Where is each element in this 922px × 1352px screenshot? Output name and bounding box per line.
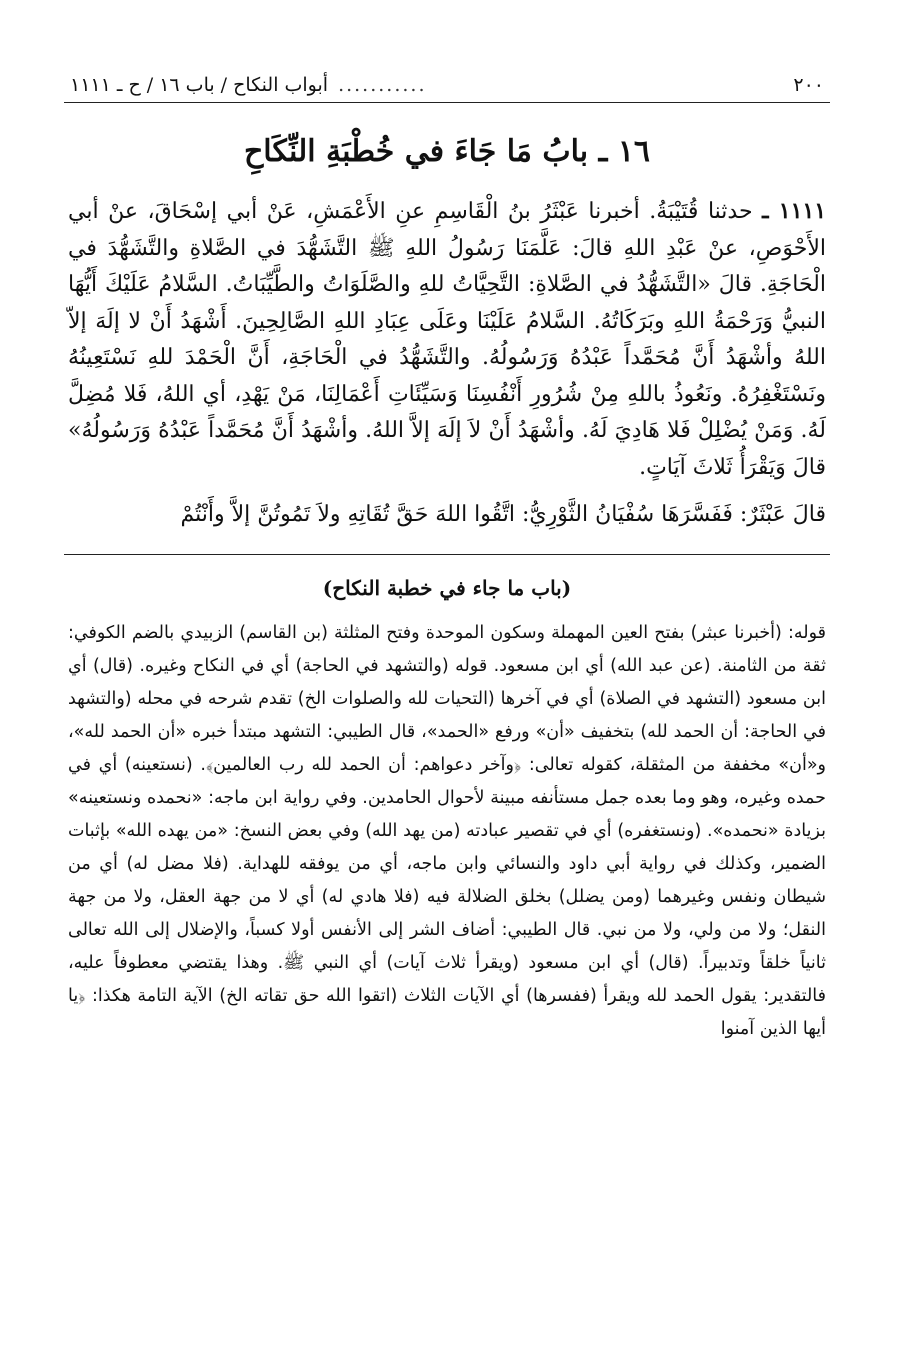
running-header [64, 70, 830, 103]
hadith-note: قالَ عَبْثَرٌ: فَفَسَّرَهَا سُفْيَانُ الثَّوْرِيُّ: اتَّقُوا اللهَ حَقَّ تُقَاتِهِ ولاَ تَمُوتُنَّ إلاَّ وأَنْتُمْ [180, 502, 826, 527]
footnote-divider [64, 554, 830, 555]
chapter-title: ١٦ ـ بابُ مَا جَاءَ في خُطْبَةِ النِّكَاحِ [243, 134, 651, 169]
hadith-number: ١١١١ ـ [762, 198, 827, 224]
hadith-text [64, 193, 830, 486]
commentary-body: قوله: (أخبرنا عبثر) بفتح العين المهملة وسكون الموحدة وفتح المثلثة (بن القاسم) الزبيدي بالضم الكوفي: ثقة من الثامنة. (عن عبد الله) أي ابن مسعود. قوله (والتشهد في الحاجة) أي في النكاح وغيره. (قال) أي ابن مسعود (التشهد في الصلاة) أي في آخرها (التحيات لله والصلوات الخ) تقدم شرحه في محله (والتشهد في الحاجة: أن الحمد لله) بتخفيف «أن» ورفع «الحمد»، قال الطيبي: التشهد مبتدأ خبره «أن الحمد لله»، و«أن» مخففة من المثقلة، كقوله تعالى: ﴿وآخر دعواهم: أن الحمد لله رب العالمين﴾. (نستعينه) أي في حمده وغيره، وهو وما بعده جمل مستأنفه مبينة لأحوال الحامدين. وفي رواية ابن ماجه: «نحمده ونستعينه» بزيادة «نحمده». (ونستغفره) أي في تقصير عبادته (من يهد الله) وفي بعض النسخ: «من يهده الله» بإثبات الضمير، وكذلك في رواية أبي داود والنسائي وابن ماجه، أي من يوفقه للهداية. (فلا مضل له) أي من شيطان ونفس وغيرهما (ومن يضلل) بخلق الضلالة فيه (فلا هادي له) أي لا من جهة العقل، ولا من جهة النقل؛ ولا من ولي، ولا من نبي. قال الطيبي: أضاف الشر إلى الأنفس أولا كسباً، والإضلال إلى الله تعالى ثانياً خلقاً وتدبيراً. (قال) أي ابن مسعود (ويقرأ ثلاث آيات) أي النبي ﷺ. وهذا يقتضي معطوفاً عليه، فالتقدير: يقول الحمد لله ويقرأ (ففسرها) أي الآيات الثلاث (اتقوا الله حق تقاته الخ) الآية التامة هكذا: ﴿يا أيها الذين آمنوا [68, 623, 826, 1039]
running-title: أبواب النكاح / باب ١٦ / ح ـ ١١١١ [70, 74, 329, 96]
header-dots: ........... [338, 74, 427, 96]
book-page [64, 70, 830, 1046]
hadith-body: حدثنا قُتَيْبَةُ. أخبرنا عَبْثَرُ بنُ الْقَاسِمِ عنِ الأَعْمَشِ، عَنْ أبي إسْحَاقَ، عنْ أبي الأَحْوَصِ، عنْ عَبْدِ اللهِ قالَ: عَلَّمَنَا رَسُولُ اللهِ ﷺ التَّشَهُّدَ في الصَّلاةِ والتَّشَهُّدَ في الْحَاجَةِ. قالَ «التَّشَهُّدُ في الصَّلاةِ: التَّحِيَّاتُ للهِ والصَّلَوَاتُ والطَّيِّبَاتُ. السَّلامُ عَلَيْكَ أَيُّهَا النبيُّ وَرَحْمَةُ اللهِ وبَرَكَاتُهُ. السَّلامُ عَلَيْنَا وعَلَى عِبَادِ اللهِ الصَّالِحِينَ. أَشْهَدُ أَنْ لا إلَهَ إلاّ اللهُ وأشْهَدُ أَنَّ مُحَمَّداً عَبْدُهُ وَرَسُولُهُ. والتَّشَهُّدُ في الْحَاجَةِ، أَنَّ الْحَمْدَ للهِ نَسْتَعِينُهُ ونَسْتَغْفِرُهُ. ونَعُوذُ باللهِ مِنْ شُرُورِ أَنْفُسِنَا وَسَيِّئَاتِ أَعْمَالِنَا، مَنْ يَهْدِ، أي اللهُ، فَلا مُضِلَّ لَهُ. وَمَنْ يُضْلِلْ فَلا هَادِيَ لَهُ. وأشْهَدُ أَنْ لاَ إلَهَ إلاَّ اللهُ. وأشْهَدُ أَنَّ مُحَمَّداً عَبْدُهُ وَرَسُولُهُ» قالَ وَيَقْرَأُ ثَلاثَ آيَاتٍ. [68, 199, 826, 480]
commentary-title: (باب ما جاء في خطبة النكاح) [322, 576, 572, 600]
page-number: ٢٠٠ [793, 74, 824, 96]
